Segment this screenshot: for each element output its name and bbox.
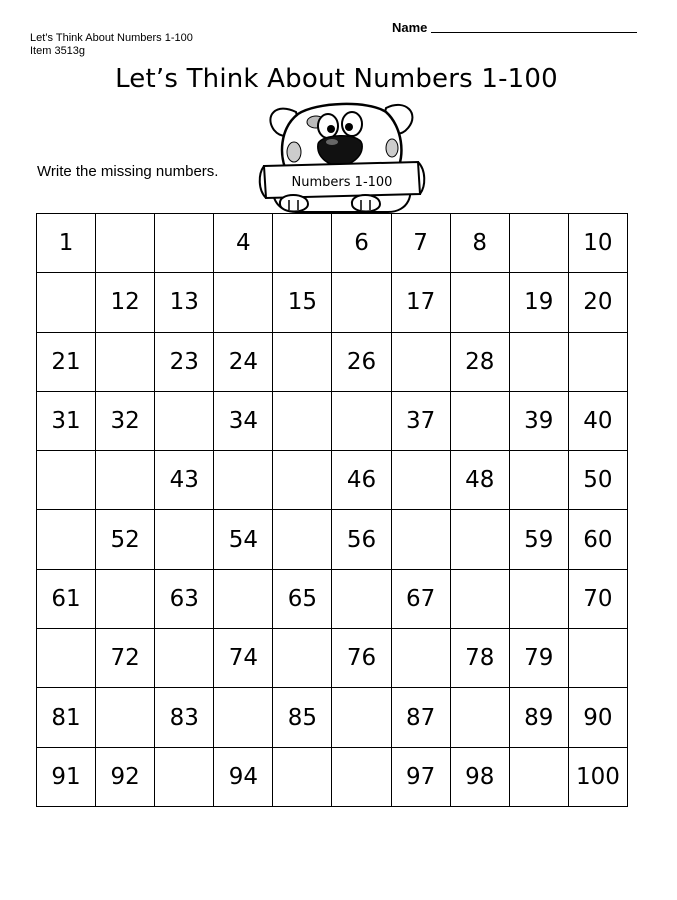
number-cell: 10: [568, 214, 627, 273]
grid-row: [37, 510, 628, 569]
blank-cell[interactable]: [332, 569, 391, 628]
item-title: Let’s Think About Numbers 1-100: [30, 32, 193, 44]
grid-row: [37, 332, 628, 391]
blank-cell[interactable]: [273, 451, 332, 510]
number-cell: 97: [391, 747, 450, 806]
number-cell: 48: [450, 451, 509, 510]
blank-cell[interactable]: [273, 391, 332, 450]
item-code: Item 3513g: [30, 45, 86, 57]
number-cell: 21: [37, 332, 96, 391]
grid-row: [37, 214, 628, 273]
blank-cell[interactable]: [509, 332, 568, 391]
grid-row: [37, 391, 628, 450]
number-cell: 46: [332, 451, 391, 510]
number-cell: 17: [391, 273, 450, 332]
grid-row: [37, 569, 628, 628]
number-cell: 54: [214, 510, 273, 569]
number-cell: 13: [155, 273, 214, 332]
number-cell: 40: [568, 391, 627, 450]
number-cell: 60: [568, 510, 627, 569]
blank-cell[interactable]: [391, 451, 450, 510]
blank-cell[interactable]: [509, 451, 568, 510]
blank-cell[interactable]: [509, 214, 568, 273]
number-cell: 15: [273, 273, 332, 332]
blank-cell[interactable]: [332, 688, 391, 747]
blank-cell[interactable]: [450, 569, 509, 628]
blank-cell[interactable]: [96, 569, 155, 628]
name-line[interactable]: [431, 32, 637, 33]
number-cell: 4: [214, 214, 273, 273]
blank-cell[interactable]: [37, 273, 96, 332]
number-cell: 70: [568, 569, 627, 628]
blank-cell[interactable]: [155, 629, 214, 688]
number-cell: 24: [214, 332, 273, 391]
number-cell: 6: [332, 214, 391, 273]
blank-cell[interactable]: [450, 510, 509, 569]
number-cell: 79: [509, 629, 568, 688]
blank-cell[interactable]: [96, 332, 155, 391]
blank-cell[interactable]: [273, 629, 332, 688]
blank-cell[interactable]: [37, 451, 96, 510]
blank-cell[interactable]: [450, 273, 509, 332]
number-cell: 81: [37, 688, 96, 747]
blank-cell[interactable]: [273, 747, 332, 806]
blank-cell[interactable]: [568, 332, 627, 391]
grid-row: [37, 273, 628, 332]
number-cell: 28: [450, 332, 509, 391]
number-cell: 91: [37, 747, 96, 806]
blank-cell[interactable]: [155, 214, 214, 273]
banner-text: Numbers 1-100: [291, 175, 393, 190]
number-cell: 74: [214, 629, 273, 688]
number-cell: 50: [568, 451, 627, 510]
blank-cell[interactable]: [391, 629, 450, 688]
page-title: Let’s Think About Numbers 1-100: [115, 64, 558, 94]
number-cell: 37: [391, 391, 450, 450]
blank-cell[interactable]: [450, 391, 509, 450]
number-cell: 85: [273, 688, 332, 747]
number-cell: 90: [568, 688, 627, 747]
blank-cell[interactable]: [96, 451, 155, 510]
blank-cell[interactable]: [332, 391, 391, 450]
instructions: Write the missing numbers.: [37, 163, 219, 180]
number-cell: 94: [214, 747, 273, 806]
number-cell: 61: [37, 569, 96, 628]
blank-cell[interactable]: [37, 510, 96, 569]
number-cell: 34: [214, 391, 273, 450]
number-cell: 23: [155, 332, 214, 391]
number-cell: 59: [509, 510, 568, 569]
number-cell: 65: [273, 569, 332, 628]
number-cell: 83: [155, 688, 214, 747]
blank-cell[interactable]: [155, 510, 214, 569]
dog-mascot-icon: [256, 100, 426, 222]
number-cell: 7: [391, 214, 450, 273]
name-label: Name: [392, 20, 428, 35]
grid-row: [37, 747, 628, 806]
blank-cell[interactable]: [96, 214, 155, 273]
blank-cell[interactable]: [568, 629, 627, 688]
blank-cell[interactable]: [391, 510, 450, 569]
blank-cell[interactable]: [273, 510, 332, 569]
grid-body: [37, 214, 628, 807]
blank-cell[interactable]: [214, 273, 273, 332]
blank-cell[interactable]: [155, 391, 214, 450]
number-cell: 39: [509, 391, 568, 450]
blank-cell[interactable]: [96, 688, 155, 747]
blank-cell[interactable]: [273, 332, 332, 391]
number-cell: 43: [155, 451, 214, 510]
number-cell: 78: [450, 629, 509, 688]
number-cell: 52: [96, 510, 155, 569]
number-cell: 63: [155, 569, 214, 628]
grid-row: [37, 629, 628, 688]
blank-cell[interactable]: [273, 214, 332, 273]
number-grid: [36, 213, 628, 807]
blank-cell[interactable]: [332, 273, 391, 332]
blank-cell[interactable]: [332, 747, 391, 806]
blank-cell[interactable]: [155, 747, 214, 806]
number-cell: 67: [391, 569, 450, 628]
number-cell: 92: [96, 747, 155, 806]
blank-cell[interactable]: [214, 569, 273, 628]
number-cell: 100: [568, 747, 627, 806]
number-cell: 12: [96, 273, 155, 332]
number-cell: 8: [450, 214, 509, 273]
number-cell: 20: [568, 273, 627, 332]
blank-cell[interactable]: [509, 747, 568, 806]
number-cell: 1: [37, 214, 96, 273]
grid-row: [37, 451, 628, 510]
number-cell: 72: [96, 629, 155, 688]
blank-cell[interactable]: [391, 332, 450, 391]
number-cell: 31: [37, 391, 96, 450]
number-cell: 87: [391, 688, 450, 747]
number-cell: 76: [332, 629, 391, 688]
blank-cell[interactable]: [37, 629, 96, 688]
number-cell: 98: [450, 747, 509, 806]
number-cell: 89: [509, 688, 568, 747]
blank-cell[interactable]: [214, 688, 273, 747]
number-cell: 26: [332, 332, 391, 391]
number-cell: 56: [332, 510, 391, 569]
blank-cell[interactable]: [214, 451, 273, 510]
blank-cell[interactable]: [450, 688, 509, 747]
number-cell: 32: [96, 391, 155, 450]
number-cell: 19: [509, 273, 568, 332]
blank-cell[interactable]: [509, 569, 568, 628]
grid-row: [37, 688, 628, 747]
